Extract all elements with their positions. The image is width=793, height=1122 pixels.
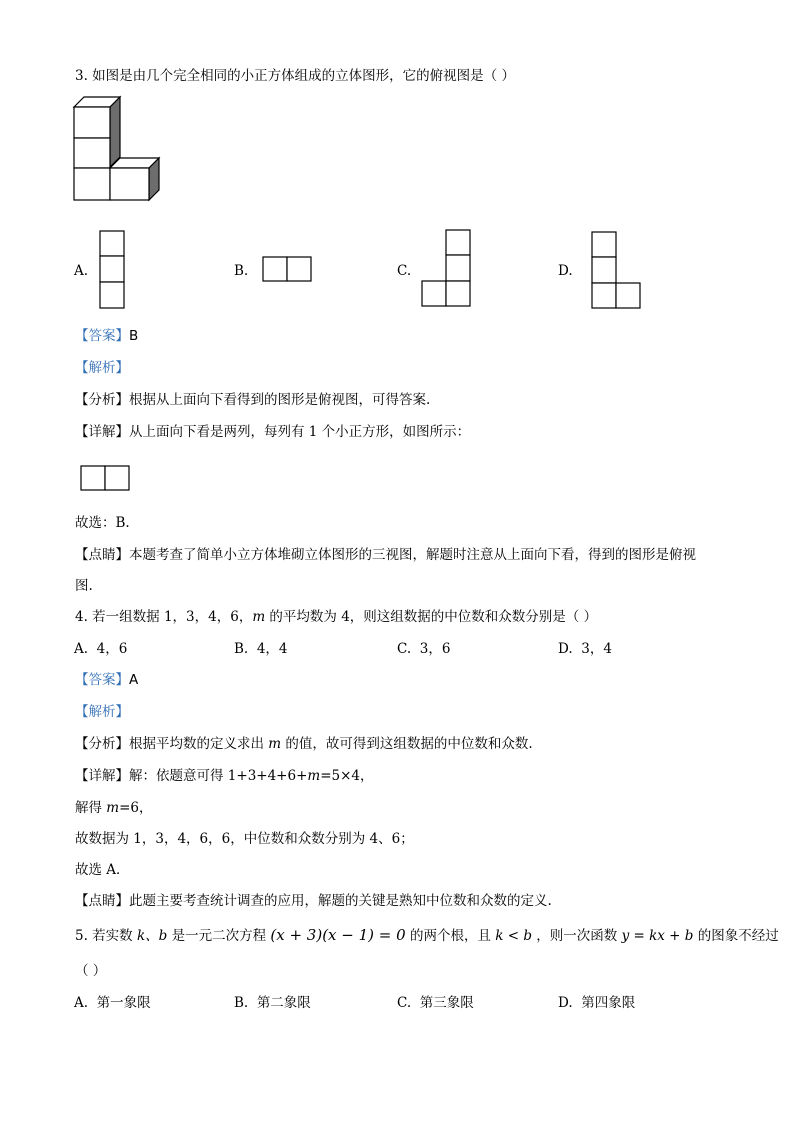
- q3-choose: 故选：B.: [75, 515, 130, 531]
- q4-stem-var: m: [252, 609, 266, 625]
- q5-option-a[interactable]: A. 第一象限: [74, 995, 151, 1011]
- answer-figure: [81, 466, 131, 492]
- option-d-cell: [592, 257, 616, 283]
- answer-value: A: [129, 672, 139, 688]
- q4-stem: [75, 608, 597, 626]
- option-d-cell: [616, 283, 640, 308]
- q3-answer: [75, 327, 138, 345]
- cube-front-3: [74, 168, 110, 200]
- q3-dianjing: [75, 546, 696, 564]
- dianjing-tag: 【点睛】: [75, 547, 129, 563]
- option-c-cell: [422, 281, 446, 306]
- cube-side-face-upper: [110, 97, 120, 167]
- analysis-tag: 【解析】: [75, 704, 129, 720]
- option-c-cell: [446, 230, 470, 255]
- answer-value: B: [129, 328, 139, 344]
- q5-paren: （ ）: [75, 963, 107, 979]
- q4-data-line: 故数据为 1，3，4，6，6，中位数和众数分别为 4、6；: [75, 831, 414, 847]
- q4-fenxi: 【分析】根据平均数的定义求出 m 的值，故可得到这组数据的中位数和众数.: [75, 736, 533, 752]
- q5-inequality: k < b: [495, 928, 532, 944]
- option-a-cell: [100, 256, 124, 282]
- answer-tag: 【答案】: [75, 328, 129, 344]
- option-a-cell: [100, 231, 124, 256]
- q4-answer: [75, 671, 138, 689]
- option-a-cell: [100, 282, 124, 308]
- q5-option-d[interactable]: D. 第四象限: [558, 995, 636, 1011]
- answer-figure-cell: [105, 466, 129, 490]
- option-c-figure: [422, 230, 472, 308]
- answer-figure-cell: [81, 466, 105, 490]
- option-a-figure: [100, 231, 126, 309]
- dianjing-tag: 【点睛】: [75, 893, 129, 909]
- q3-option-d-label[interactable]: D.: [558, 263, 573, 279]
- q3-xiangjie: [75, 423, 470, 441]
- q4-option-c[interactable]: C. 3，6: [397, 641, 451, 657]
- q4-stem-suffix: 的平均数为 4，则这组数据的中位数和众数分别是（ ）: [265, 609, 598, 625]
- analysis-tag: 【解析】: [75, 360, 129, 376]
- option-d-cell: [592, 283, 616, 308]
- q4-choose: 故选 A．: [75, 862, 130, 878]
- q5-equation: (x + 3)(x − 1) = 0: [270, 926, 406, 944]
- q5-option-b[interactable]: B. 第二象限: [234, 995, 311, 1011]
- xiangjie-tag: 【详解】: [75, 424, 129, 440]
- option-d-cell: [592, 232, 616, 257]
- fenxi-tag: 【分析】: [75, 392, 129, 408]
- fenxi-tag: 【分析】: [75, 736, 129, 752]
- cube-front-4: [110, 168, 149, 200]
- q4-dianjing: 【点睛】此题主要考查统计调查的应用，解题的关键是熟知中位数和众数的定义.: [75, 893, 552, 909]
- q4-xiangjie: 【详解】解：依题意可得 1+3+4+6+m=5×4，: [75, 768, 374, 784]
- option-b-figure: [263, 257, 313, 283]
- option-c-cell: [446, 255, 470, 281]
- q3-fenxi: [75, 391, 430, 409]
- q3-stem: 3. 如图是由几个完全相同的小正方体组成的立体图形，它的俯视图是（ ）: [75, 68, 515, 84]
- cube-front-2: [74, 138, 110, 168]
- q3-option-c-label[interactable]: C.: [397, 263, 412, 279]
- option-d-figure: [592, 232, 642, 310]
- cube-stack-figure: [74, 97, 164, 201]
- cube-front-1: [74, 107, 110, 138]
- xiangjie-tag: 【详解】: [75, 768, 129, 784]
- q3-analysis-tag: [75, 359, 129, 377]
- xiangjie-text: 从上面向下看是两列，每列有 1 个小正方形，如图所示：: [129, 424, 471, 440]
- q3-option-b-label[interactable]: B.: [234, 263, 249, 279]
- answer-tag: 【答案】: [75, 672, 129, 688]
- q3-option-a-label[interactable]: A.: [74, 263, 89, 279]
- q4-solve: 解得 m=6，: [75, 800, 153, 816]
- q5-option-c[interactable]: C. 第三象限: [397, 995, 474, 1011]
- option-b-cell: [287, 257, 311, 281]
- q4-option-d[interactable]: D. 3，4: [558, 641, 612, 657]
- q5-function: y = kx + b: [621, 928, 694, 944]
- q4-analysis-tag: [75, 703, 129, 721]
- q4-option-b[interactable]: B. 4，4: [234, 641, 288, 657]
- q4-option-a[interactable]: A. 4，6: [74, 641, 128, 657]
- fenxi-text: 根据从上面向下看得到的图形是俯视图，可得答案.: [129, 392, 431, 408]
- option-c-cell: [446, 281, 470, 306]
- q4-stem-prefix: 4. 若一组数据 1，3，4，6，: [75, 609, 253, 625]
- option-b-cell: [263, 257, 287, 281]
- q3-dianjing-cont: 图.: [75, 578, 93, 594]
- q5-stem: 5. 若实数 k、b 是一元二次方程 (x + 3)(x − 1) = 0 的两个根，且 k < b ，则一次函数 y = kx + b 的图象不经过: [75, 926, 779, 944]
- dianjing-text: 本题考查了简单小立方体堆砌立体图形的三视图，解题时注意从上面向下看，得到的图形是俯视: [129, 547, 696, 563]
